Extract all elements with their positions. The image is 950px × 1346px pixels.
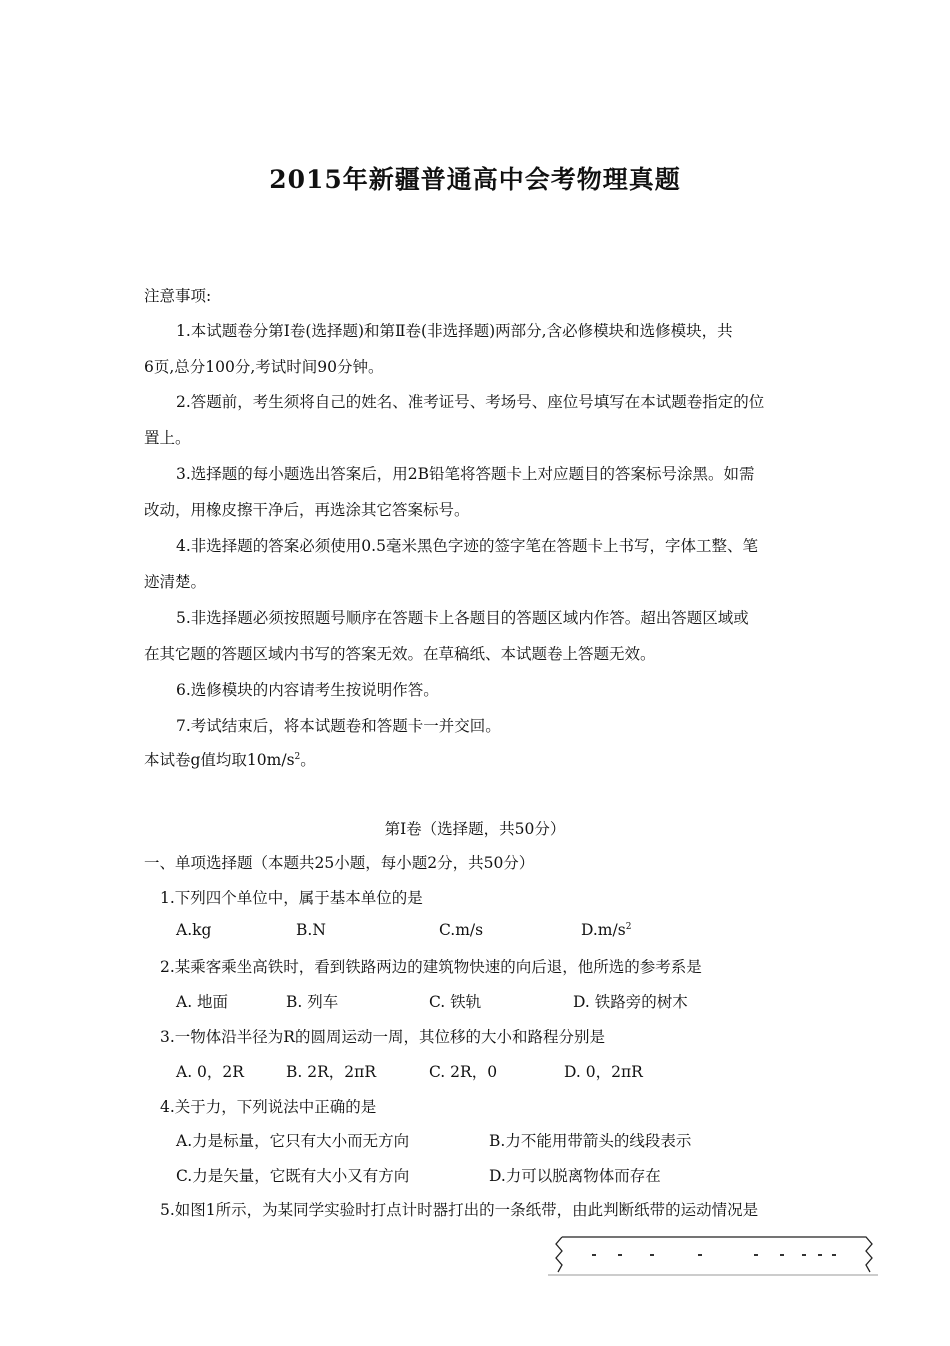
gravity-note-text: 本试卷g值均取10m/s: [144, 751, 295, 769]
tape-dot: [832, 1254, 836, 1256]
tape-dot: [698, 1254, 702, 1256]
tape-dot: [780, 1254, 784, 1256]
question-3-stem: 3.一物体沿半径为R的圆周运动一周，其位移的大小和路程分别是: [160, 1028, 605, 1046]
tape-dot: [818, 1254, 822, 1256]
part1-heading: 第Ⅰ卷（选择题，共50分）: [384, 820, 566, 838]
q2-option-d: D. 铁路旁的树木: [573, 993, 688, 1011]
tape-dot: [754, 1254, 758, 1256]
q4-option-a: A.力是标量，它只有大小而无方向: [176, 1132, 410, 1150]
tape-dots: [592, 1254, 836, 1256]
notice-heading: 注意事项:: [144, 287, 212, 305]
notice-item-4-line-2: 迹清楚。: [144, 573, 207, 591]
q3-option-d: D. 0，2πR: [564, 1063, 643, 1081]
q2-option-c: C. 铁轨: [429, 993, 482, 1011]
notice-item-3-line-2: 改动，用橡皮擦干净后，再选涂其它答案标号。: [144, 501, 470, 519]
q3-option-c: C. 2R，0: [429, 1063, 498, 1081]
notice-item-6: 6.选修模块的内容请考生按说明作答。: [176, 681, 439, 699]
tape-dot: [650, 1254, 654, 1256]
question-2-stem: 2.某乘客乘坐高铁时，看到铁路两边的建筑物快速的向后退，他所选的参考系是: [160, 958, 702, 976]
q1-option-d-sup: 2: [625, 922, 632, 932]
q1-option-a: A.kg: [176, 921, 212, 939]
q1-option-d-text: D.m/s: [581, 921, 626, 939]
q2-option-a: A. 地面: [176, 993, 229, 1011]
q1-option-c: C.m/s: [439, 921, 484, 939]
q1-option-b: B.N: [296, 921, 326, 939]
section-heading: 一、单项选择题（本题共25小题，每小题2分，共50分）: [144, 854, 535, 872]
q4-option-b: B.力不能用带箭头的线段表示: [489, 1132, 692, 1150]
q4-option-c: C.力是矢量，它既有大小又有方向: [176, 1167, 410, 1185]
notice-item-1-line-2: 6页,总分100分,考试时间90分钟。: [144, 358, 384, 376]
tape-dot: [802, 1254, 806, 1256]
paper-tape-figure: [548, 1233, 878, 1279]
q1-option-d: [581, 921, 631, 939]
question-1-stem: 1.下列四个单位中，属于基本单位的是: [160, 889, 423, 907]
tape-dot: [618, 1254, 622, 1256]
paper-tape-outline: [548, 1237, 878, 1275]
q2-option-b: B. 列车: [286, 993, 339, 1011]
tape-dot: [592, 1254, 596, 1256]
q3-option-a: A. 0，2R: [176, 1063, 244, 1081]
notice-item-3-line-1: 3.选择题的每小题选出答案后，用2B铅笔将答题卡上对应题目的答案标号涂黑。如需: [176, 465, 755, 483]
notice-item-5-line-2: 在其它题的答题区域内书写的答案无效。在草稿纸、本试题卷上答题无效。: [144, 645, 656, 663]
notice-item-2-line-2: 置上。: [144, 429, 191, 447]
q3-option-b: B. 2R，2πR: [286, 1063, 376, 1081]
notice-item-7: 7.考试结束后，将本试题卷和答题卡一并交回。: [176, 717, 501, 735]
notice-item-2-line-1: 2.答题前，考生须将自己的姓名、准考证号、考场号、座位号填写在本试题卷指定的位: [176, 393, 765, 411]
q4-option-d: D.力可以脱离物体而存在: [489, 1167, 661, 1185]
gravity-note-suffix: 。: [300, 751, 316, 769]
gravity-note-sup: 2: [294, 752, 301, 762]
notice-item-5-line-1: 5.非选择题必须按照题号顺序在答题卡上各题目的答题区域内作答。超出答题区域或: [176, 609, 749, 627]
notice-item-4-line-1: 4.非选择题的答案必须使用0.5毫米黑色字迹的签字笔在答题卡上书写，字体工整、笔: [176, 537, 758, 555]
page-title: 2015年新疆普通高中会考物理真题: [269, 165, 681, 194]
question-5-stem: 5.如图1所示，为某同学实验时打点计时器打出的一条纸带，由此判断纸带的运动情况是: [160, 1201, 759, 1219]
notice-item-1-line-1: 1.本试题卷分第Ⅰ卷(选择题)和第Ⅱ卷(非选择题)两部分,含必修模块和选修模块，共: [176, 322, 733, 340]
gravity-note: [144, 748, 316, 770]
question-4-stem: 4.关于力，下列说法中正确的是: [160, 1098, 377, 1116]
